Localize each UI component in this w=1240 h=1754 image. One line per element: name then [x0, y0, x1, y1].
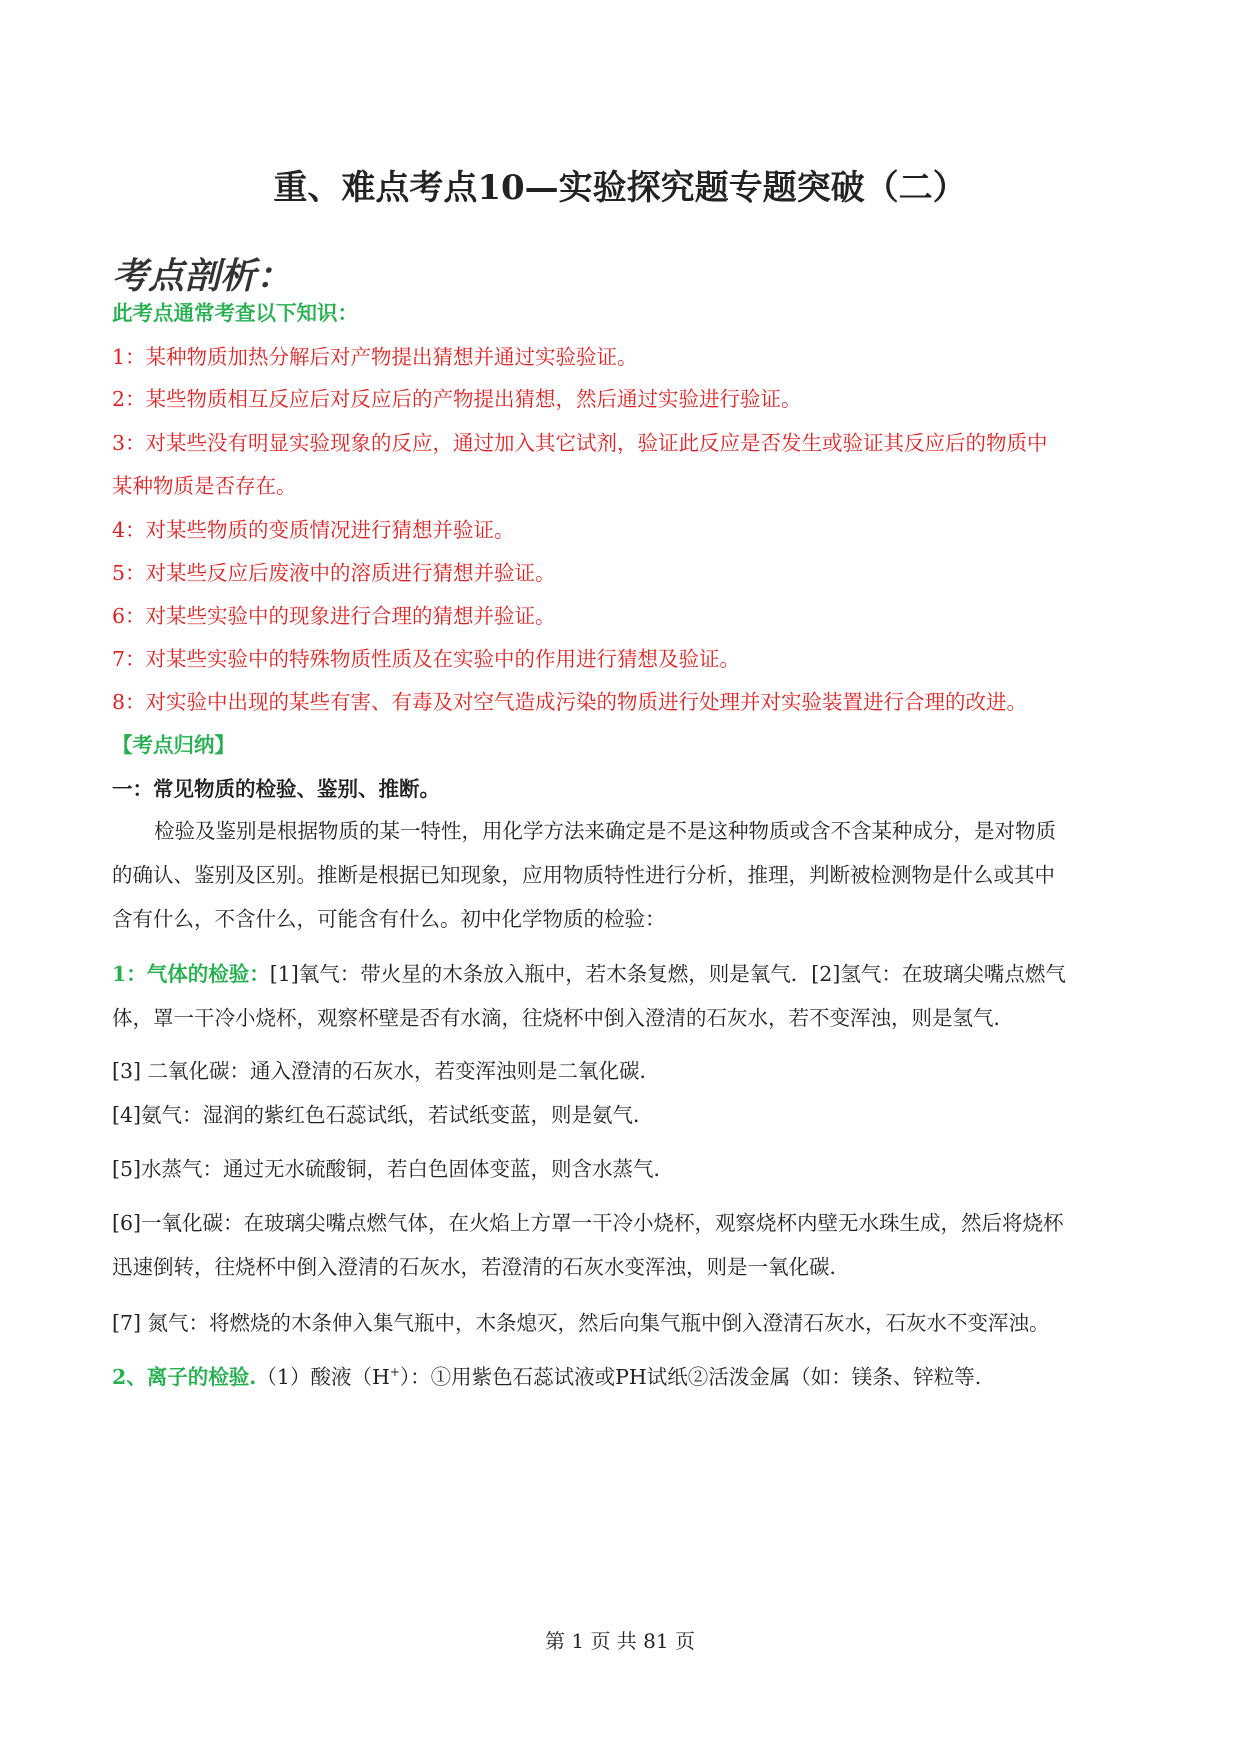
knowledge-item: 8：对实验中出现的某些有害、有毒及对空气造成污染的物质进行处理并对实验装置进行合理的改进。 [112, 690, 1028, 714]
gas-label: 1：气体的检验： [112, 962, 270, 986]
ion-text-a: （1）酸液（H [256, 1365, 390, 1389]
gas-n2-line: [7] 氮气：将燃烧的木条伸入集气瓶中，木条熄灭，然后向集气瓶中倒入澄清石灰水，石灰水不变浑浊。 [112, 1311, 1050, 1335]
part-one-heading: 一：常见物质的检验、鉴别、推断。 [112, 777, 440, 801]
page-title: 重、难点考点10—实验探究题专题突破（二） [273, 168, 967, 208]
gas-co-line: 迅速倒转，往烧杯中倒入澄清的石灰水，若澄清的石灰水变浑浊，则是一氧化碳． [112, 1255, 850, 1279]
knowledge-item: 某种物质是否存在。 [112, 474, 297, 498]
knowledge-item: 5：对某些反应后废液中的溶质进行猜想并验证。 [112, 561, 556, 585]
ion-test-line [112, 1360, 1132, 1390]
gas-h2o-line: [5]水蒸气：通过无水硫酸铜，若白色固体变蓝，则含水蒸气． [112, 1157, 675, 1181]
gas-test-line [112, 957, 1132, 987]
gas-co2-line: [3] 二氧化碳：通入澄清的石灰水，若变浑浊则是二氧化碳． [112, 1059, 661, 1083]
summary-label: 【考点归纳】 [112, 733, 235, 757]
paragraph-line: 的确认、鉴别及区别。推断是根据已知现象，应用物质特性进行分析，推理，判断被检测物是什么或其中 [112, 863, 1055, 887]
section-heading: 考点剖析： [112, 256, 293, 297]
gas-line: 体，罩一干冷小烧杯，观察杯壁是否有水滴，往烧杯中倒入澄清的石灰水，若不变浑浊，则是氢气． [112, 1006, 1014, 1030]
ion-superscript: + [389, 1365, 400, 1380]
page-footer: 第 1 页 共 81 页 [545, 1629, 695, 1653]
knowledge-item: 2：某些物质相互反应后对反应后的产物提出猜想，然后通过实验进行验证。 [112, 387, 802, 411]
knowledge-item: 4：对某些物质的变质情况进行猜想并验证。 [112, 518, 515, 542]
knowledge-item: 1：某种物质加热分解后对产物提出猜想并通过实验验证。 [112, 345, 638, 369]
gas-line-rest: [1]氧气：带火星的木条放入瓶中，若木条复燃，则是氧气．[2]氢气：在玻璃尖嘴点燃气 [269, 962, 1066, 986]
ion-text-b: ）：①用紫色石蕊试液或PH试纸②活泼金属（如：镁条、锌粒等. [399, 1365, 982, 1389]
knowledge-item: 7：对某些实验中的特殊物质性质及在实验中的作用进行猜想及验证。 [112, 647, 741, 671]
knowledge-item: 3：对某些没有明显实验现象的反应，通过加入其它试剂，验证此反应是否发生或验证其反应后的物质中 [112, 431, 1048, 455]
gas-nh3-line: [4]氨气：湿润的紫红色石蕊试纸，若试纸变蓝，则是氨气． [112, 1103, 654, 1127]
knowledge-item: 6：对某些实验中的现象进行合理的猜想并验证。 [112, 604, 556, 628]
paragraph-line: 检验及鉴别是根据物质的某一特性，用化学方法来确定是不是这种物质或含不含某种成分，是对物质 [154, 819, 1056, 843]
ion-label: 2、离子的检验. [112, 1365, 257, 1389]
intro-label: 此考点通常考查以下知识： [112, 301, 358, 325]
paragraph-line: 含有什么，不含什么，可能含有什么。初中化学物质的检验： [112, 907, 666, 931]
gas-co-line: [6]一氧化碳：在玻璃尖嘴点燃气体，在火焰上方罩一干冷小烧杯，观察烧杯内壁无水珠生成，然后将烧杯 [112, 1211, 1064, 1235]
